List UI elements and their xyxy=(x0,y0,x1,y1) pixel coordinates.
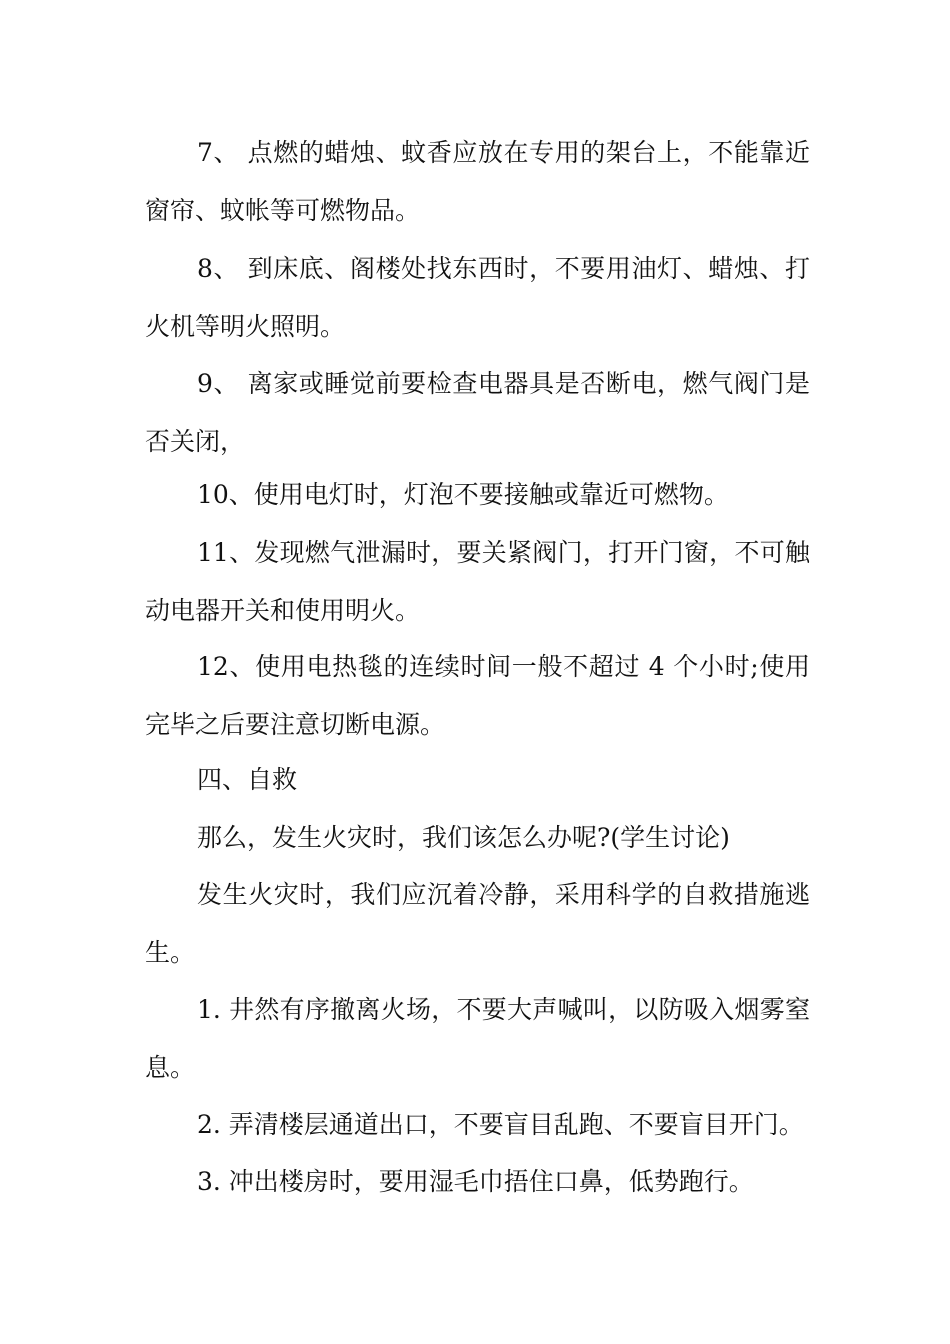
paragraph-item-8: 8、 到床底、阁楼处找东西时，不要用油灯、蜡烛、打火机等明火照明。 xyxy=(145,254,810,341)
paragraph-step-3: 3. 冲出楼房时，要用湿毛巾捂住口鼻，低势跑行。 xyxy=(197,1167,754,1196)
paragraph-item-11: 11、发现燃气泄漏时，要关紧阀门，打开门窗，不可触动电器开关和使用明火。 xyxy=(145,538,810,625)
paragraph-intro: 发生火灾时，我们应沉着冷静，采用科学的自救措施逃生。 xyxy=(145,880,810,967)
paragraph-item-7: 7、 点燃的蜡烛、蚊香应放在专用的架台上，不能靠近窗帘、蚊帐等可燃物品。 xyxy=(145,138,810,225)
paragraph-step-1: 1. 井然有序撤离火场，不要大声喊叫，以防吸入烟雾窒息。 xyxy=(145,995,810,1082)
section-heading-self-rescue: 四、自救 xyxy=(197,765,298,794)
paragraph-item-10: 10、使用电灯时，灯泡不要接触或靠近可燃物。 xyxy=(197,480,729,509)
paragraph-item-12: 12、使用电热毯的连续时间一般不超过 4 个小时;使用完毕之后要注意切断电源。 xyxy=(145,652,810,739)
paragraph-step-2: 2. 弄清楼层通道出口，不要盲目乱跑、不要盲目开门。 xyxy=(197,1110,804,1139)
paragraph-item-9: 9、 离家或睡觉前要检查电器具是否断电，燃气阀门是否关闭， xyxy=(145,369,810,456)
paragraph-question: 那么，发生火灾时，我们该怎么办呢?(学生讨论) xyxy=(197,823,730,852)
